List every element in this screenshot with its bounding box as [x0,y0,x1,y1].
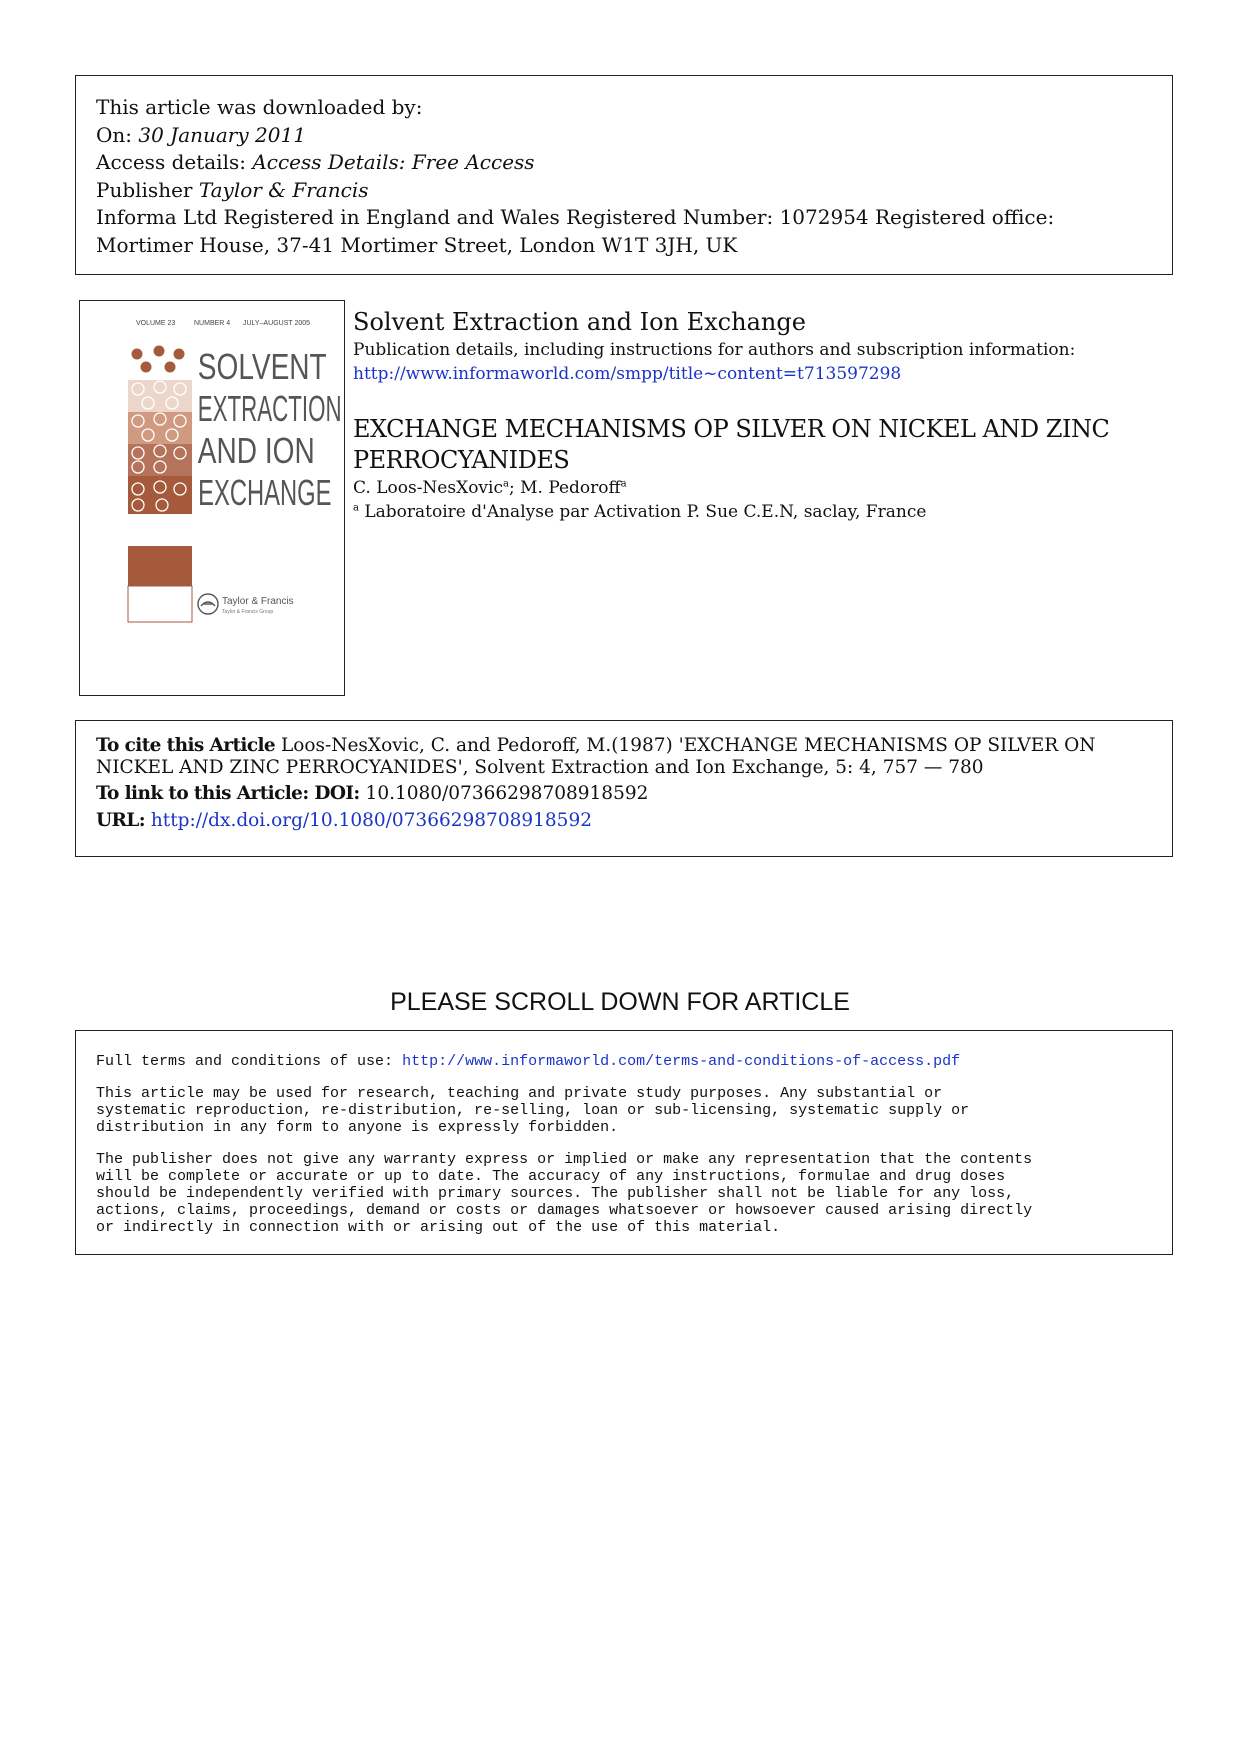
terms-box [75,1030,1173,1255]
download-date-line [96,122,1152,150]
taylor-francis-logo-icon [198,594,218,614]
download-info-box [75,75,1173,275]
download-date-label: On: [96,122,139,147]
cover-band-4 [128,444,192,476]
doi-url-link[interactable]: http://dx.doi.org/10.1080/07366298708918592 [150,809,592,831]
journal-cover-image [79,300,345,696]
cover-band-2 [128,380,192,412]
article-title: EXCHANGE MECHANISMS OP SILVER ON NICKEL AND ZINC PERROCYANIDES [353,415,1110,474]
informa-registration: Informa Ltd Registered in England and Wales Registered Number: 1072954 Registered office: Mortimer House, 37-41 Mortimer Street, London W1T 3JH, UK [96,205,1055,257]
cover-art [80,301,343,694]
scroll-down-notice: PLEASE SCROLL DOWN FOR ARTICLE [390,988,850,1016]
journal-title: Solvent Extraction and Ion Exchange [353,308,806,336]
cite-text: Loos-NesXovic, C. and Pedoroff, M.(1987) 'EXCHANGE MECHANISMS OP SILVER ON NICKEL AND ZINC PERROCYANIDES', Solvent Extraction and Ion Exchange, 5: 4, 757 — 780 [96,735,1096,778]
url-label: URL: [96,809,145,831]
doi-value: 10.1080/07366298708918592 [365,783,649,804]
cover-date: JULY–AUGUST 2005 [243,320,311,327]
author-2: ; M. Pedoroff [508,478,621,498]
cover-number: NUMBER 4 [194,320,231,327]
url-row [96,810,1152,832]
cover-volume: VOLUME 23 [136,320,176,327]
journal-url-link[interactable]: http://www.informaworld.com/smpp/title~content=t713597298 [353,364,902,384]
authors [353,476,1173,500]
author-1: C. Loos-NesXovic [353,478,503,498]
publication-details: Publication details, including instructions for authors and subscription information: [353,340,1076,360]
terms-url-link[interactable]: http://www.informaworld.com/terms-and-conditions-of-access.pdf [402,1053,961,1070]
affiliation-text: Laboratoire d'Analyse par Activation P. Sue C.E.N, saclay, France [364,502,927,522]
cover-title-line-1: SOLVENT [197,346,327,387]
author-1-affil-mark: a [503,478,509,490]
full-terms-line [96,1053,1152,1070]
cite-label: To cite this Article [96,735,276,756]
access-details-line [96,149,1152,177]
access-details-label: Access details: [96,150,253,174]
publisher-label: Publisher [96,177,199,202]
cover-title [198,347,342,514]
terms-paragraph-1: This article may be used for research, teaching and private study purposes. Any substantial or systematic reproduction, re-distribution, re-selling, loan or sub-licensing, systematic supply or distribution in any form to anyone is expressly forbidden. [96,1085,970,1136]
terms-paragraph-2: The publisher does not give any warranty express or implied or make any representation that the contents will be complete or accurate or up to date. The accuracy of any instructions, formulae and drug doses should be independently verified with primary sources. The publisher shall not be liable for any loss, actions, claims, proceedings, demand or costs or damages whatsoever or howsoever caused arising directly or indirectly in connection with or arising out of the use of this material. [96,1151,1033,1236]
citation-box [75,720,1173,857]
cover-title-line-4: EXCHANGE [198,473,332,514]
cover-publisher: Taylor & Francis [222,596,294,607]
access-details-value: Access Details: Free Access [252,150,535,174]
journal-info [353,306,1173,524]
publisher-line [96,177,1152,205]
doi-row [96,783,1152,805]
cover-title-line-3: AND ION [197,430,315,471]
cite-row [96,735,1152,778]
downloaded-by-line: This article was downloaded by: [96,95,423,119]
full-terms-label: Full terms and conditions of use: [96,1053,403,1070]
cover-lower-white [128,586,192,622]
cover-lower-block [128,546,192,586]
download-date-value: 30 January 2011 [138,122,306,147]
affiliation-mark: a [353,502,359,514]
author-2-affil-mark: a [620,478,627,490]
cover-band-3 [128,412,192,444]
doi-label: To link to this Article: DOI: [96,783,360,804]
cover-title-line-2: EXTRACTION [197,389,342,430]
cover-publisher-sub: Taylor & Francis Group [222,609,274,615]
affiliation [353,500,1173,524]
publisher-value: Taylor & Francis [198,177,369,202]
